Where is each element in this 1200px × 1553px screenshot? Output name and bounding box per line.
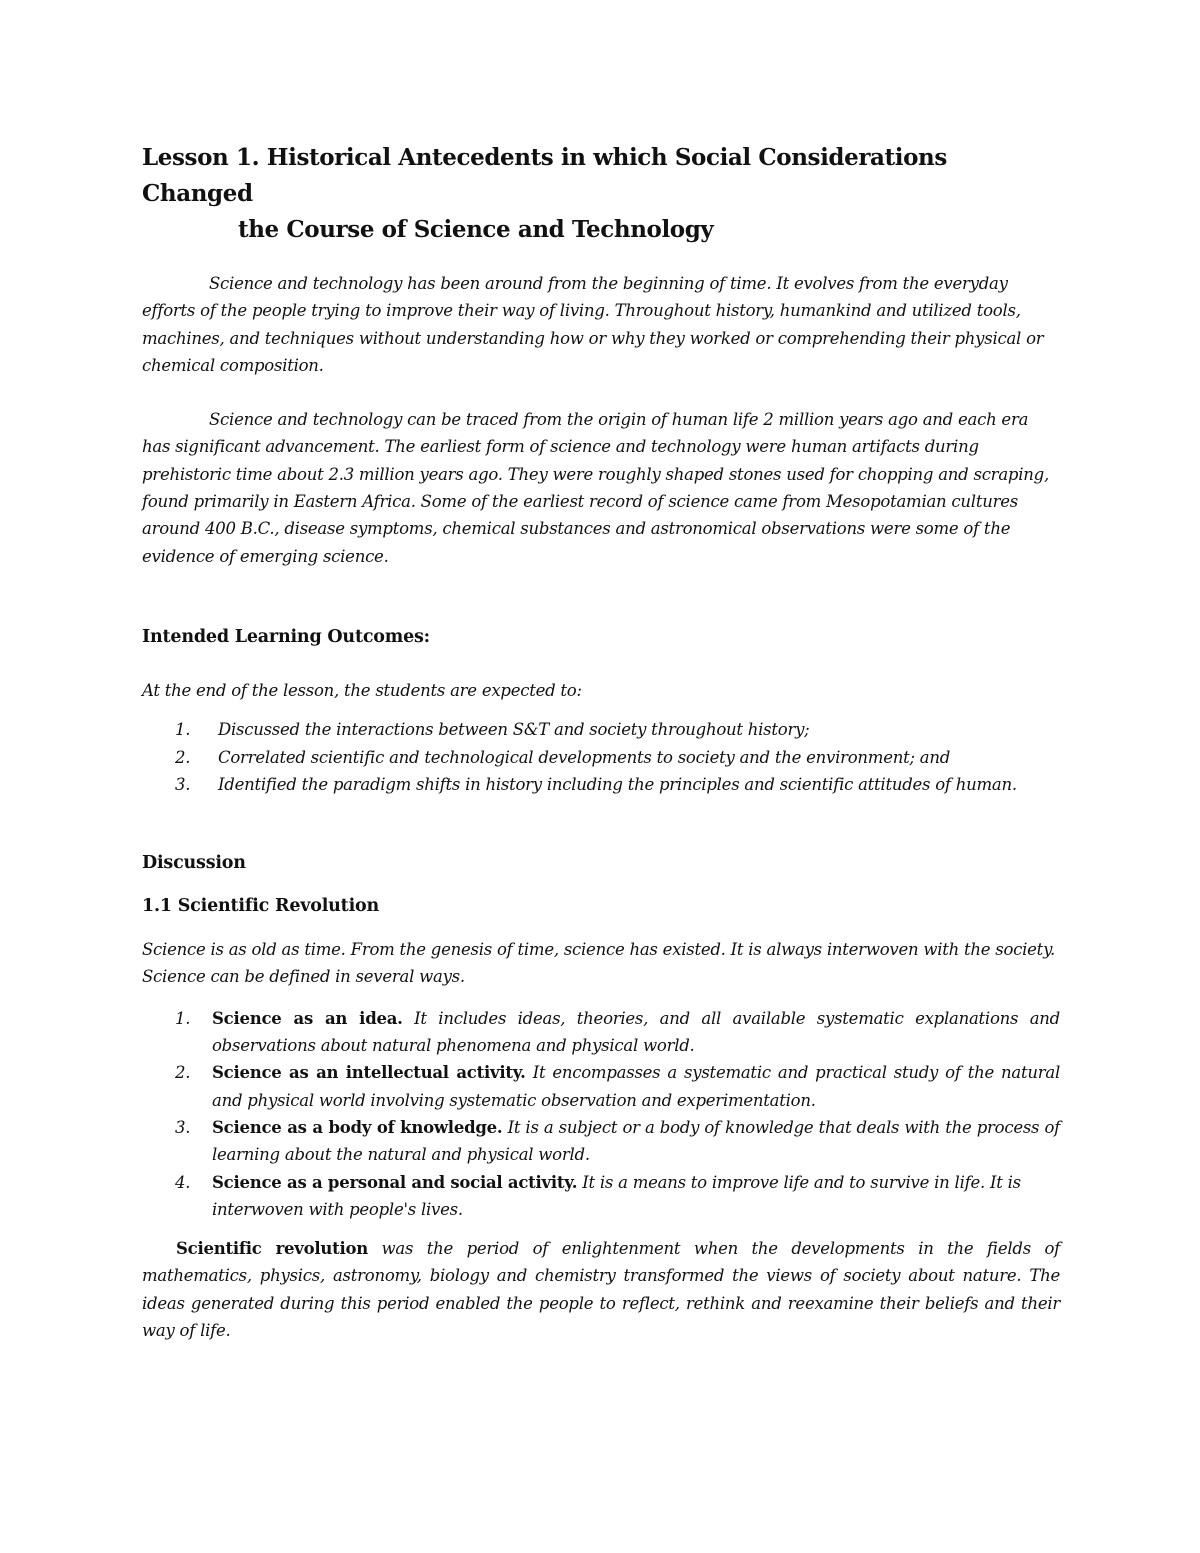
lesson-title-line2: the Course of Science and Technology — [238, 216, 714, 243]
lesson-title — [142, 140, 1060, 248]
section-title: 1.1 Scientific Revolution — [142, 896, 380, 917]
outcomes-lead: At the end of the lesson, the students are expected to: — [142, 680, 582, 700]
definition-text: It is a subject or a body of knowledge that deals with the process of learning about the natural and physical world. — [212, 1117, 1061, 1165]
outcome-item — [142, 716, 1060, 743]
closing-paragraph — [142, 1235, 1060, 1344]
science-definitions-list — [142, 1005, 1060, 1223]
closing-term: Scientific revolution — [176, 1239, 369, 1259]
definition-item — [142, 1114, 1060, 1169]
definition-item — [142, 1005, 1060, 1060]
outcome-number: 1. — [175, 720, 191, 740]
definition-term: Science as a body of knowledge. — [212, 1117, 503, 1137]
definition-text: It encompasses a systematic and practical study of the natural and physical world involving systematic observation and experimentation. — [212, 1063, 1060, 1110]
outcomes-heading: Intended Learning Outcomes: — [142, 626, 430, 647]
outcome-number: 2. — [175, 747, 191, 767]
definition-text: It is a means to improve life and to survive in life. It is interwoven with people's lives. — [212, 1172, 1021, 1219]
outcome-text: Discussed the interactions between S&T and society throughout history; — [218, 720, 810, 740]
definition-number: 4. — [175, 1172, 191, 1192]
definition-text: It includes ideas, theories, and all available systematic explanations and observations about natural phenomena and physical world. — [212, 1008, 1060, 1056]
definition-term: Science as an idea. — [212, 1008, 403, 1028]
outcome-item — [142, 771, 1060, 798]
outcome-item — [142, 744, 1060, 771]
intro-paragraph-2: Science and technology can be traced from the origin of human life 2 million years ago and each era has significant advancement. The earliest form of science and technology were human artifacts during prehistoric time about 2.3 million years ago. They were roughly shaped stones used for chopping and scraping, found primarily in Eastern Africa. Some of the earliest record of science came from Mesopotamian cultures around 400 B.C., disease symptoms, chemical substances and astronomical observations were some of the evidence of emerging science. — [142, 410, 1049, 566]
document-page — [142, 140, 1060, 1344]
lesson-title-line1: Lesson 1. Historical Antecedents in which Social Considerations Changed — [142, 144, 947, 207]
discussion-heading: Discussion — [142, 853, 246, 874]
definition-term: Science as a personal and social activity. — [212, 1172, 578, 1192]
definition-term: Science as an intellectual activity. — [212, 1063, 526, 1083]
definition-number: 3. — [175, 1117, 191, 1137]
intro-paragraph-1: Science and technology has been around from the beginning of time. It evolves from the everyday efforts of the people trying to improve their way of living. Throughout history, humankind and utilized tools, machines, and techniques without understanding how or why they worked or comprehending their physical or chemical composition. — [142, 274, 1044, 375]
discussion-lead: Science is as old as time. From the genesis of time, science has existed. It is always interwoven with the society. Science can be defined in several ways. — [142, 940, 1055, 987]
outcome-text: Correlated scientific and technological developments to society and the environment; and — [218, 747, 951, 767]
definition-number: 2. — [175, 1063, 191, 1083]
outcome-number: 3. — [175, 774, 191, 794]
definition-number: 1. — [175, 1008, 191, 1028]
outcomes-list — [142, 716, 1060, 798]
definition-item — [142, 1059, 1060, 1114]
definition-item — [142, 1169, 1060, 1224]
outcome-text: Identified the paradigm shifts in history including the principles and scientific attitudes of human. — [218, 774, 1017, 794]
closing-text: was the period of enlightenment when the developments in the fields of mathematics, physics, astronomy, biology and chemistry transformed the views of society about nature. The ideas generated during this period enabled the people to reflect, rethink and reexamine their beliefs and their way of life. — [142, 1239, 1060, 1341]
